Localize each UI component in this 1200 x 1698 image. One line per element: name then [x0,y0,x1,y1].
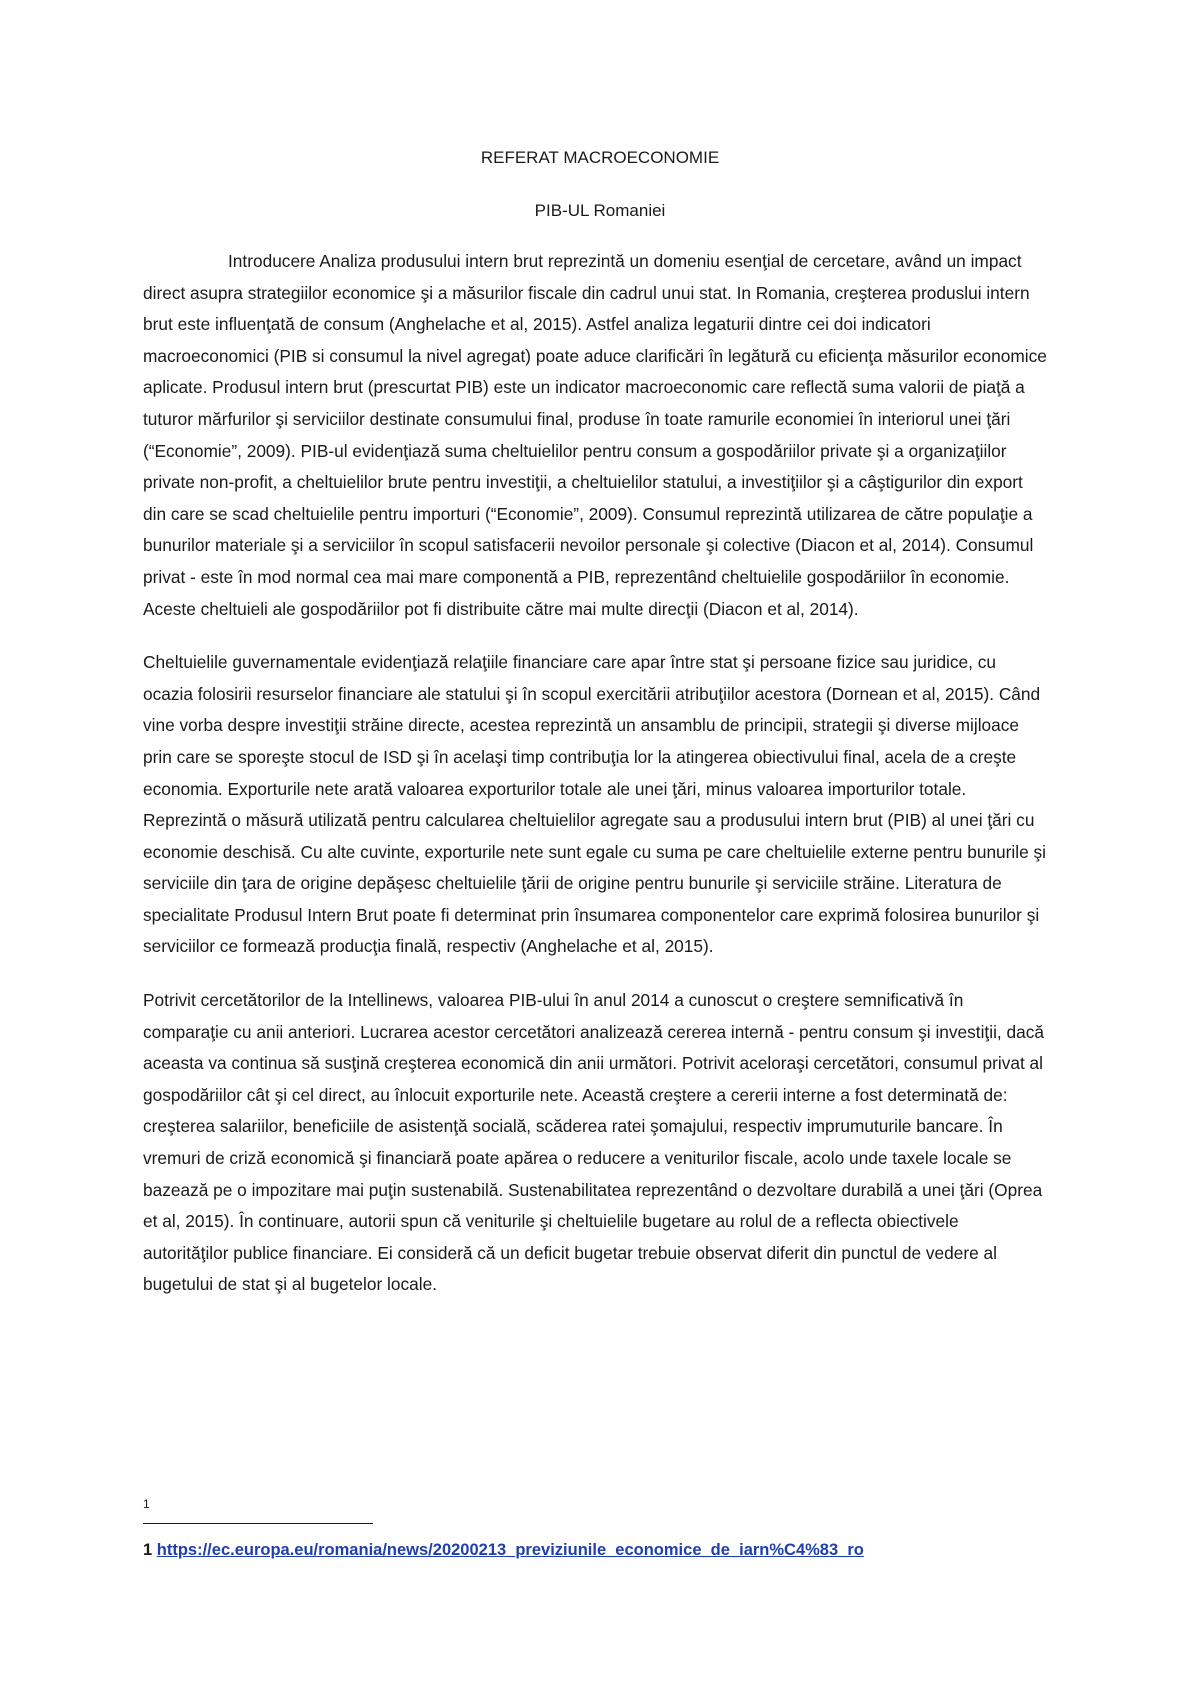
document-title: REFERAT MACROECONOMIE [480,148,720,167]
document-body [143,246,1048,1323]
paragraph-introduction: Introducere Analiza produsului intern brut reprezintă un domeniu esenţial de cercetare, având un impact direct asupra strategiilor economice şi a măsurilor fiscale din cadrul unui stat. In Romania, creşterea produslui intern brut este influenţată de consum (Anghelache et al, 2015). Astfel analiza legaturii dintre cei doi indicatori macroeconomici (PIB si consumul la nivel agregat) poate aduce clarificări în legătură cu eficienţa măsurilor economice aplicate. Produsul intern brut (prescurtat PIB) este un indicator macroeconomic care reflectă suma valorii de piaţă a tuturor mărfurilor şi serviciilor destinate consumului final, produse în toate ramurile economiei în interiorul unei ţări (“Economie”, 2009). PIB-ul evidenţiază suma cheltuielilor pentru consum a gospodăriilor private şi a organizaţiilor private non-profit, a cheltuielilor brute pentru investiţii, a cheltuielilor statului, a investiţiilor şi a câştigurilor din export din care se scad cheltuielile pentru importuri (“Economie”, 2009). Consumul reprezintă utilizarea de către populaţie a bunurilor materiale şi a serviciilor în scopul satisfacerii nevoilor personale şi colective (Diacon et al, 2014). Consumul privat - este în mod normal cea mai mare componentă a PIB, reprezentând cheltuielile gospodăriilor în economie. Aceste cheltuieli ale gospodăriilor pot fi distribuite către mai multe direcţii (Diacon et al, 2014). [143,251,1047,619]
paragraph-government-spending: Cheltuielile guvernamentale evidenţiază relaţiile financiare care apar între stat şi persoane fizice sau juridice, cu ocazia folosirii resurselor financiare ale statului şi în scopul exercitării atribuţiilor acestora (Dornean et al, 2015). Când vine vorba despre investiţii străine directe, acestea reprezintă un ansamblu de principii, strategii şi diverse mijloace prin care se sporeşte stocul de ISD şi în acelaşi timp contribuţia lor la atingerea obiectivului final, acela de a creşte economia. Exporturile nete arată valoarea exporturilor totale ale unei ţări, minus valoarea importurilor totale. Reprezintă o măsură utilizată pentru calcularea cheltuielilor agregate sau a produsului intern brut (PIB) al unei ţări cu economie deschisă. Cu alte cuvinte, exporturile nete sunt egale cu suma pe care cheltuielile externe pentru bunurile şi serviciile din ţara de origine depăşesc cheltuielile ţării de origine pentru bunurile şi serviciile străine. Literatura de specialitate Produsul Intern Brut poate fi determinat prin însumarea componentelor care exprimă folosirea bunurilor şi serviciilor ce formează producţia finală, respectiv (Anghelache et al, 2015). [143,652,1046,957]
footnote-separator [143,1523,373,1524]
footnote-number: 1 [143,1541,153,1559]
footnote-marker: 1 [143,1497,150,1511]
document-subtitle: PIB-UL Romaniei [534,201,666,220]
footnote [143,1539,864,1561]
footnote-link[interactable]: https://ec.europa.eu/romania/news/20200213_previziunile_economice_de_iarn%C4%83_ro [156,1541,864,1559]
paragraph-intellinews: Potrivit cercetătorilor de la Intellinews, valoarea PIB-ului în anul 2014 a cunoscut o creştere semnificativă în comparaţie cu anii anteriori. Lucrarea acestor cercetători analizează cererea internă - pentru consum şi investiţii, dacă aceasta va continua să susţină creşterea economică din anii următori. Potrivit aceloraşi cercetători, consumul privat al gospodăriilor cât şi cel direct, au înlocuit exporturile nete. Această creştere a cererii interne a fost determinată de: creşterea salariilor, beneficiile de asistenţă socială, scăderea ratei şomajului, respectiv imprumuturile bancare. În vremuri de criză economică şi financiară poate apărea o reducere a veniturilor fiscale, acolo unde taxele locale se bazează pe o impozitare mai puţin sustenabilă. Sustenabilitatea reprezentând o dezvoltare durabilă a unei ţări (Oprea et al, 2015). În continuare, autorii spun că veniturile şi cheltuielile bugetare au rolul de a reflecta obiectivele autorităţilor publice financiare. Ei consideră că un deficit bugetar trebuie observat diferit din punctul de vedere al bugetului de stat şi al bugetelor locale. [143,990,1044,1295]
